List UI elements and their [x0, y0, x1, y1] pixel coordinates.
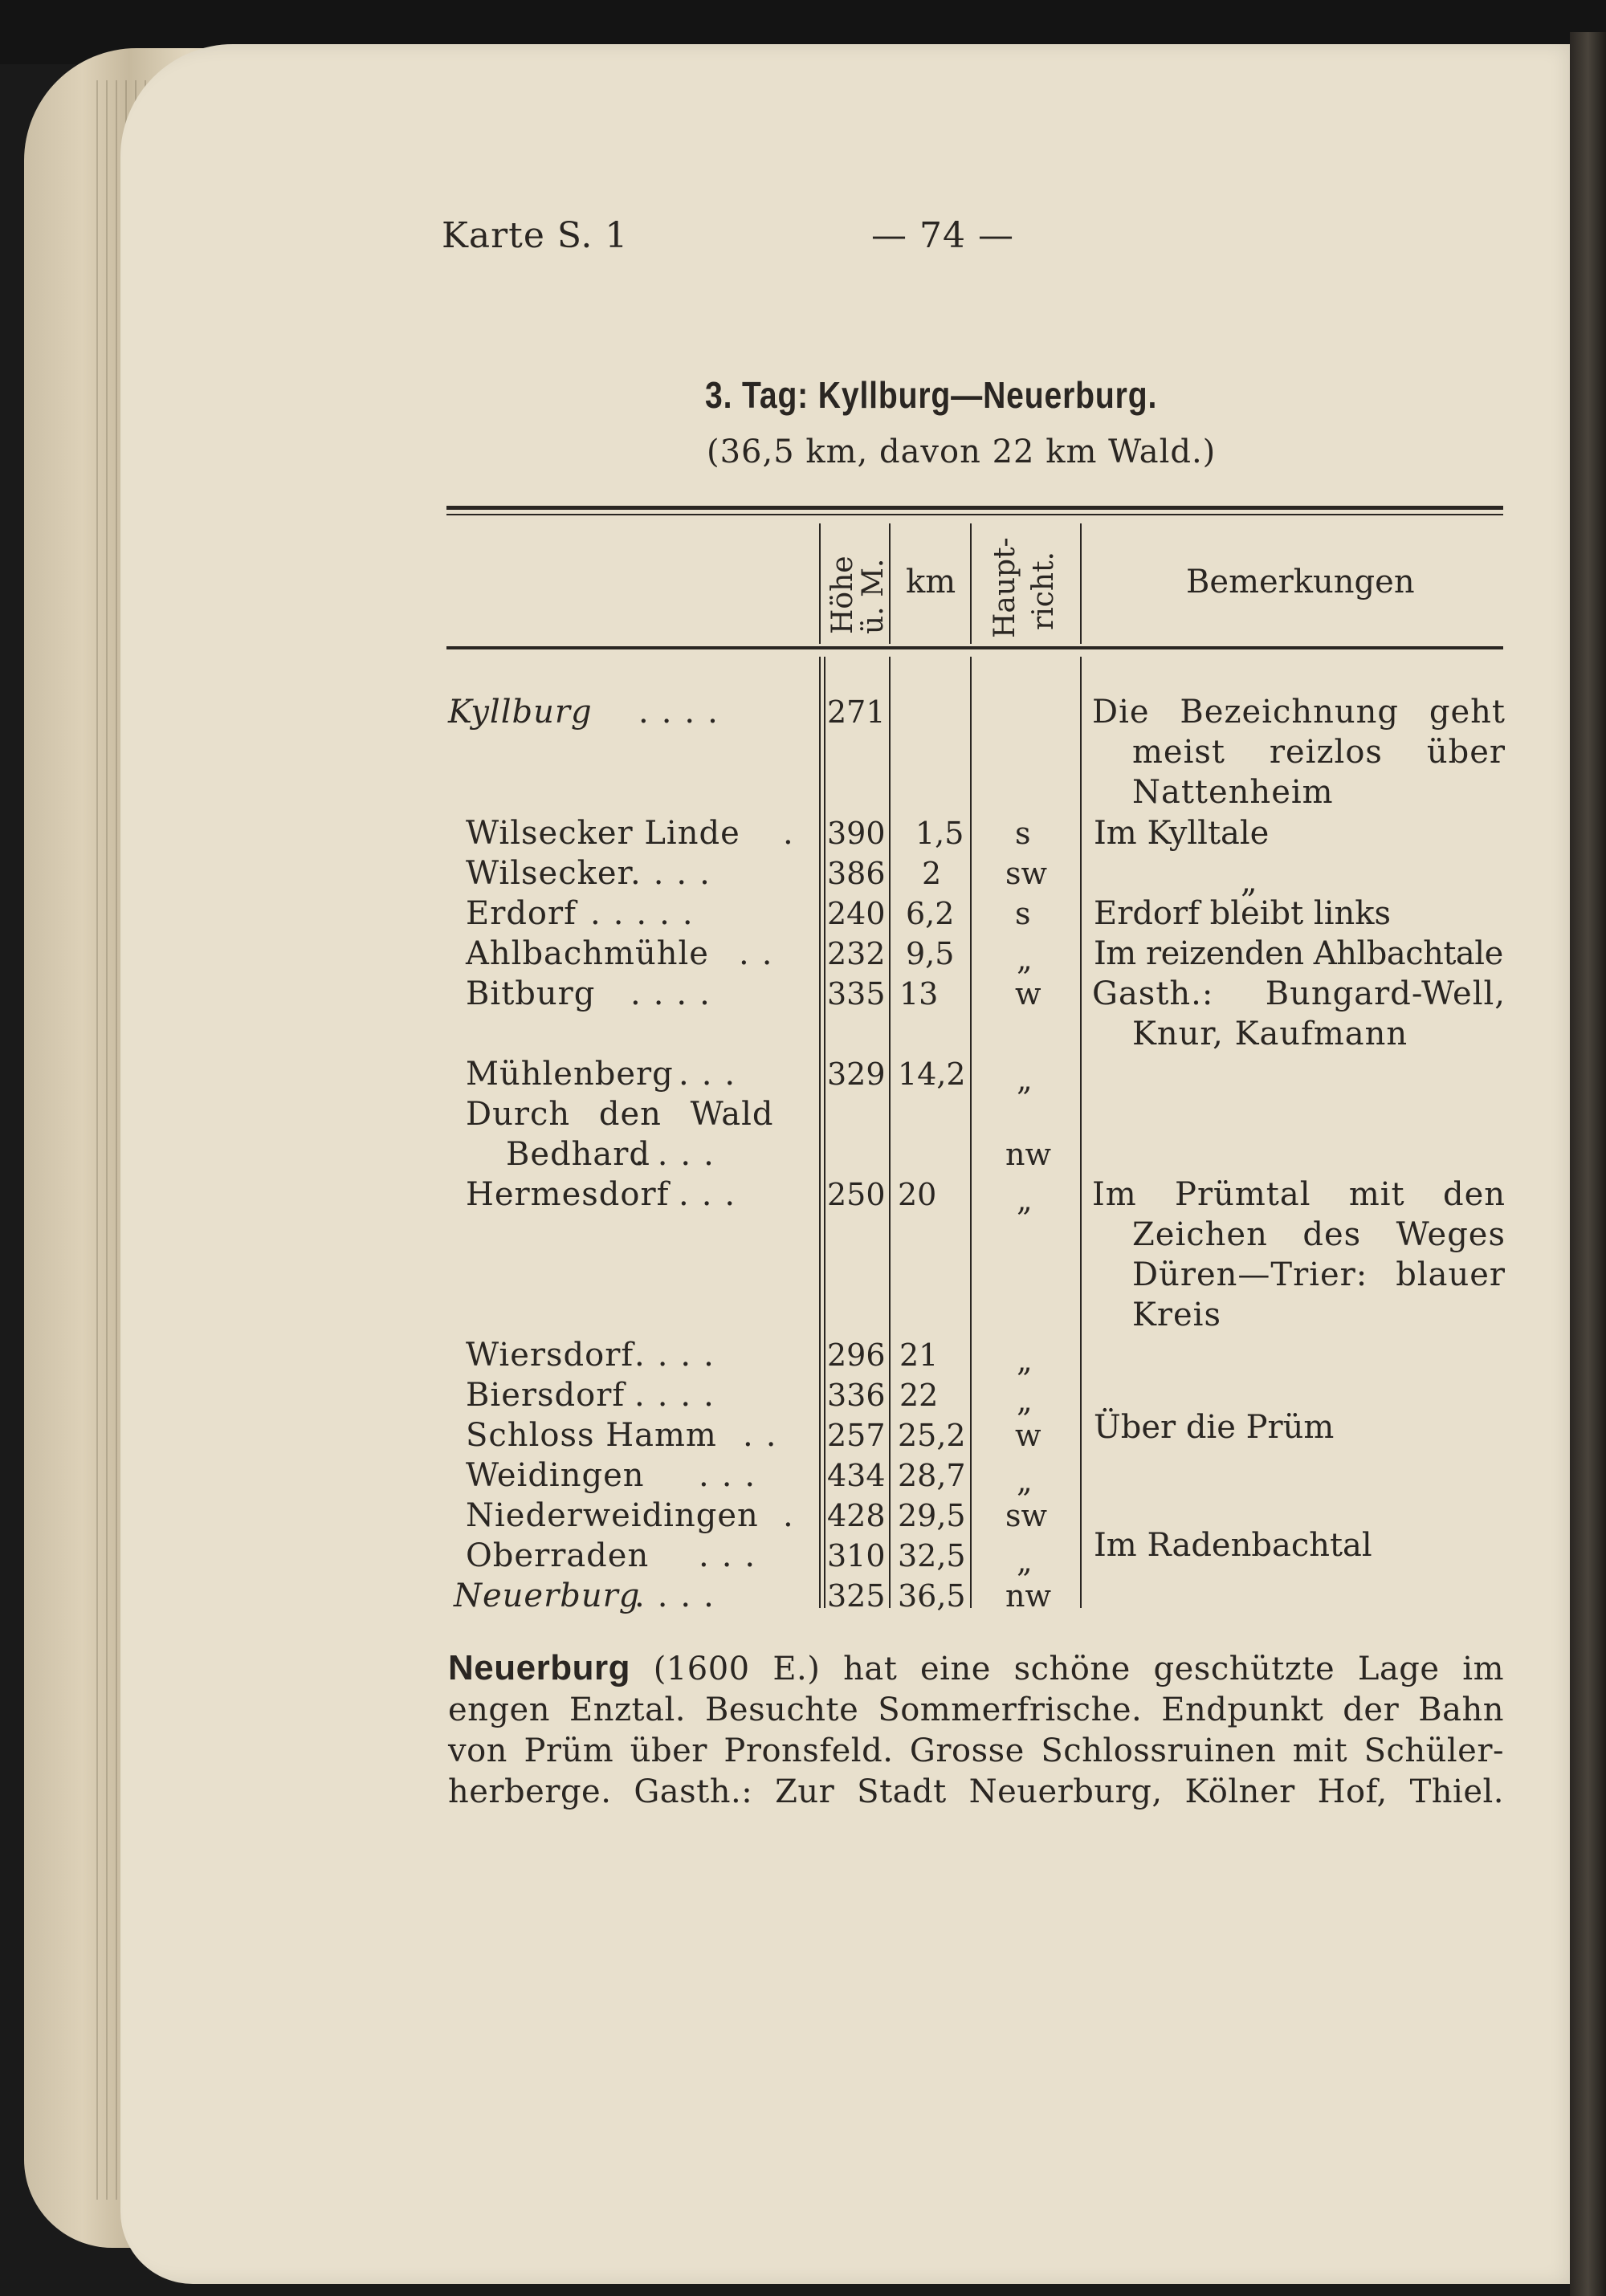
distance-km: 2 — [922, 856, 942, 891]
place-name: Weidingen — [466, 1457, 645, 1494]
direction: w — [1015, 1418, 1041, 1453]
leader-dots: .. — [739, 935, 785, 972]
altitude: 386 — [827, 856, 886, 891]
altitude: 325 — [827, 1578, 886, 1614]
leader-dots: ... — [699, 1537, 768, 1574]
remark-line: Erdorf bleibt links — [1094, 895, 1392, 932]
distance-km: 21 — [899, 1337, 939, 1373]
direction: w — [1015, 976, 1041, 1012]
place-name: Biersdorf — [466, 1377, 626, 1414]
distance-km: 20 — [898, 1177, 937, 1212]
direction: „ — [1017, 1343, 1033, 1378]
paragraph-line-2: engen Enztal. Besuchte Sommerfrische. Endpunkt der Bahn — [448, 1691, 1504, 1728]
remark-line: Nattenheim — [1132, 774, 1334, 811]
leader-dots: . — [783, 1497, 806, 1534]
direction: s — [1015, 816, 1031, 851]
remark-line: Im Radenbachtal — [1094, 1527, 1372, 1564]
col-line-4-head — [1080, 523, 1082, 644]
leader-dots: . — [783, 815, 806, 852]
direction: sw — [1005, 1498, 1048, 1533]
col-header-bemerkungen: Bemerkungen — [1186, 564, 1415, 600]
leader-dots: .... — [634, 1337, 727, 1374]
place-name: Hermesdorf — [466, 1176, 670, 1213]
col-line-1-head — [819, 523, 821, 644]
leader-dots: ... — [679, 1176, 748, 1213]
leader-dots: .... — [630, 855, 723, 892]
paragraph-line-4: herberge. Gasth.: Zur Stadt Neuerburg, Kölner Hof, Thiel. — [448, 1773, 1504, 1810]
leader-dots: ... — [679, 1056, 748, 1093]
leader-dots: .... — [630, 975, 723, 1012]
col-header-km: km — [906, 564, 956, 600]
remark-line: Im Kylltale — [1094, 815, 1270, 852]
paragraph-text: (1600 E.) hat eine schöne geschützte Lage im — [653, 1651, 1505, 1687]
direction: „ — [1017, 1544, 1033, 1579]
remark-line: Knur, Kaufmann — [1132, 1016, 1408, 1052]
place-name: Neuerburg — [454, 1577, 641, 1614]
distance-km: 13 — [899, 976, 939, 1012]
map-reference: Karte S. 1 — [442, 215, 629, 256]
direction: „ — [1017, 1183, 1033, 1218]
direction: sw — [1005, 856, 1048, 891]
page-number: — 74 — — [871, 215, 1014, 256]
place-name: Schloss Hamm — [466, 1417, 717, 1454]
altitude: 232 — [827, 936, 886, 971]
leader-dots: ... — [699, 1457, 768, 1494]
direction: s — [1015, 896, 1031, 931]
page-title: 3. Tag: Kyllburg—Neuerburg. — [705, 374, 1158, 416]
place-name: Wiersdorf — [466, 1337, 634, 1374]
altitude: 310 — [827, 1538, 886, 1573]
remark-line: Kreis — [1132, 1297, 1221, 1333]
distance-km: 36,5 — [898, 1578, 966, 1614]
altitude: 390 — [827, 816, 886, 851]
remark-line: meist reizlos über — [1132, 734, 1506, 771]
paragraph-line-3: von Prüm über Pronsfeld. Grosse Schlossruinen mit Schüler- — [448, 1732, 1504, 1769]
altitude: 434 — [827, 1458, 886, 1493]
remark — [1092, 1174, 1506, 1335]
remark-line: Gasth.: Bungard-Well, — [1092, 975, 1506, 1012]
distance-km: 6,2 — [906, 896, 955, 931]
remark-line: Düren—Trier: blauer — [1132, 1256, 1506, 1293]
remark-line: Die Bezeichnung geht — [1092, 694, 1506, 731]
altitude: 240 — [827, 896, 886, 931]
distance-km: 1,5 — [915, 816, 964, 851]
remark — [1092, 692, 1506, 812]
place-name: Wilsecker — [466, 855, 634, 892]
distance-km: 32,5 — [898, 1538, 966, 1573]
distance-km: 14,2 — [898, 1056, 966, 1092]
paragraph-line-1 — [448, 1647, 1504, 1690]
table-top-rule — [446, 506, 1503, 510]
direction: nw — [1005, 1137, 1051, 1172]
table-header-rule — [446, 646, 1503, 649]
distance-km: 22 — [899, 1378, 939, 1413]
place-name: Wilsecker Linde — [466, 815, 740, 852]
distance-km: 25,2 — [898, 1418, 966, 1453]
book-spine-shadow — [1570, 32, 1606, 2296]
leader-dots: .... — [634, 1577, 727, 1614]
altitude: 335 — [827, 976, 886, 1012]
col-line-3-head — [970, 523, 972, 644]
leader-dots: .... — [638, 694, 731, 731]
col-line-4 — [1080, 657, 1082, 1608]
col-header-richt: Haupt- — [988, 537, 1021, 638]
place-name: Mühlenberg — [466, 1056, 674, 1093]
col-line-2 — [889, 657, 891, 1608]
direction: „ — [1017, 1463, 1033, 1499]
place-name: Kyllburg — [448, 694, 593, 731]
place-name: Bitburg — [466, 975, 596, 1012]
table-top-rule-thin — [446, 514, 1503, 515]
place-name: Ahlbachmühle — [466, 935, 709, 972]
col-line-1b — [824, 657, 825, 1608]
altitude: 250 — [827, 1177, 886, 1212]
leader-dots: .... — [634, 1377, 727, 1414]
altitude: 257 — [827, 1418, 886, 1453]
direction: nw — [1005, 1578, 1051, 1614]
distance-km: 9,5 — [906, 936, 955, 971]
col-line-3 — [970, 657, 972, 1608]
place-name: Durch den Wald — [466, 1096, 774, 1133]
direction: „ — [1017, 942, 1033, 977]
altitude: 336 — [827, 1378, 886, 1413]
leader-dots: .... — [634, 1136, 727, 1173]
place-name: Oberraden — [466, 1537, 650, 1574]
direction: „ — [1017, 1062, 1033, 1097]
place-name: Niederweidingen — [466, 1497, 759, 1534]
remark — [1092, 974, 1506, 1054]
col-header-richt-2: richt. — [1027, 552, 1060, 630]
col-header-hoehe-2: ü. M. — [857, 558, 890, 634]
ditto-mark: „ — [1241, 863, 1257, 900]
remark-line: Im Prümtal mit den — [1092, 1176, 1506, 1213]
leader-dots: ..... — [590, 895, 706, 932]
place-name: Erdorf — [466, 895, 577, 932]
remark-line: Über die Prüm — [1094, 1409, 1335, 1446]
direction: „ — [1017, 1383, 1033, 1419]
description-paragraph — [448, 1647, 1504, 1813]
col-line-1 — [819, 657, 821, 1608]
place-name: Bedhard — [506, 1136, 651, 1173]
col-header-hoehe: Höhe — [826, 556, 859, 634]
altitude: 329 — [827, 1056, 886, 1092]
distance-km: 29,5 — [898, 1498, 966, 1533]
remark-line: Zeichen des Weges — [1132, 1216, 1506, 1253]
altitude: 428 — [827, 1498, 886, 1533]
paragraph-heading: Neuerburg — [448, 1648, 630, 1687]
distance-km: 28,7 — [898, 1458, 966, 1493]
page-subtitle: (36,5 km, davon 22 km Wald.) — [707, 434, 1217, 470]
altitude: 296 — [827, 1337, 886, 1373]
leader-dots: .. — [743, 1417, 789, 1454]
altitude: 271 — [827, 694, 886, 730]
remark-line: Im reizenden Ahlbachtale — [1094, 935, 1503, 972]
